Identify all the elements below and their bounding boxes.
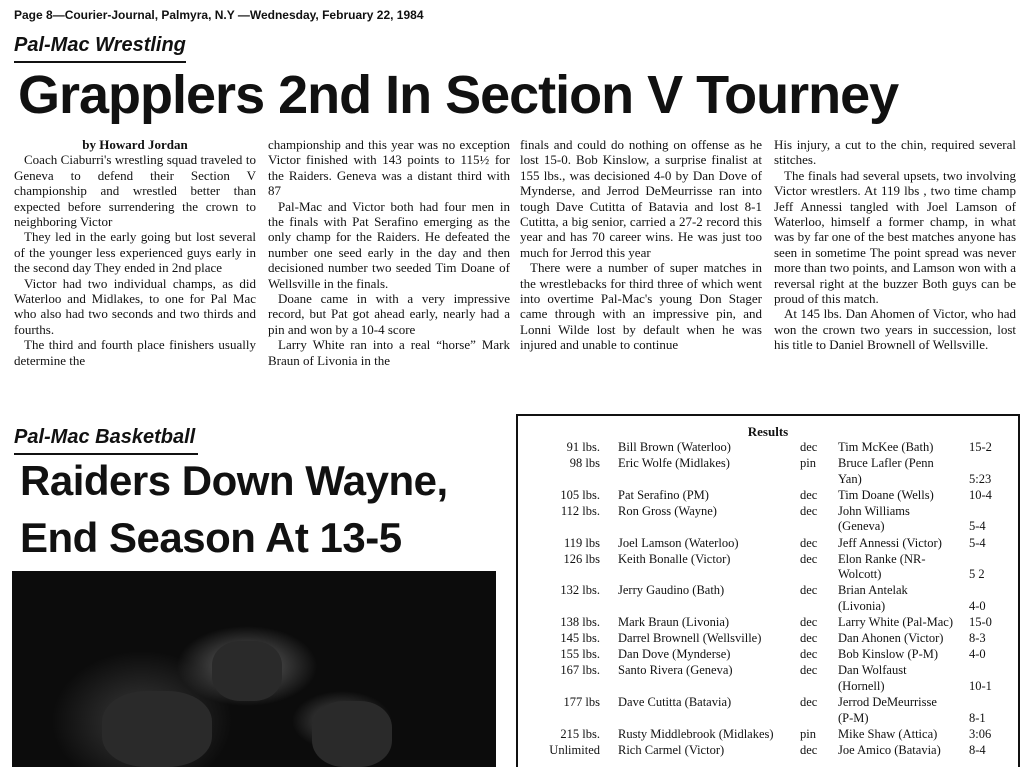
score-cell: 3:06 xyxy=(969,726,992,741)
weight-cell: 177 lbs xyxy=(563,695,600,710)
score-cell: 15-2 xyxy=(969,440,992,454)
loser-line: Larry White (Pal-Mac) xyxy=(838,615,953,630)
weight-cell: 167 lbs. xyxy=(560,663,600,678)
decision-cell: dec xyxy=(800,742,818,757)
loser-line: Brian Antelak xyxy=(838,583,908,598)
loser-cell xyxy=(838,440,933,456)
loser-line: Tim McKee (Bath) xyxy=(838,440,934,454)
page-header: Page 8—Courier-Journal, Palmyra, N.Y —Wednesday, February 22, 1984 xyxy=(14,8,424,22)
decision-cell: pin xyxy=(800,726,816,741)
article-column-2 xyxy=(268,137,510,368)
winner-cell: Joel Lamson (Waterloo) xyxy=(618,535,739,550)
score-cell: 10-4 xyxy=(969,487,992,502)
loser-cell xyxy=(838,552,925,583)
decision-cell: dec xyxy=(800,631,818,646)
winner-cell: Eric Wolfe (Midlakes) xyxy=(618,456,730,471)
score-cell: 15-0 xyxy=(969,615,992,630)
winner-cell: Rich Carmel (Victor) xyxy=(618,742,725,757)
decision-cell: dec xyxy=(800,695,818,710)
loser-cell xyxy=(838,583,908,614)
score-cell: 5-4 xyxy=(969,535,986,550)
winner-cell: Ron Gross (Wayne) xyxy=(618,503,717,518)
paragraph: They led in the early going but lost several of the younger less experienced guys early in the second day They ended in 2nd place xyxy=(14,229,256,276)
loser-cell xyxy=(838,727,937,743)
weight-cell: 126 lbs xyxy=(563,551,600,566)
loser-line: Wolcott) xyxy=(838,567,882,582)
loser-cell xyxy=(838,695,937,726)
weight-cell: 119 lbs xyxy=(564,535,600,550)
winner-cell: Darrel Brownell (Wellsville) xyxy=(618,631,762,646)
score-cell: 8-4 xyxy=(969,742,986,757)
weight-cell: 145 lbs. xyxy=(560,631,600,646)
loser-line: Jerrod DeMeurrisse xyxy=(838,695,937,710)
winner-cell: Mark Braun (Livonia) xyxy=(618,615,730,630)
loser-cell xyxy=(838,536,942,552)
loser-line: John Williams xyxy=(838,503,910,518)
weight-cell: 138 lbs. xyxy=(560,615,600,630)
decision-cell: dec xyxy=(800,647,818,662)
decision-cell: dec xyxy=(800,487,818,502)
loser-line: (Hornell) xyxy=(838,678,885,693)
winner-cell: Pat Serafino (PM) xyxy=(618,487,709,502)
loser-cell xyxy=(838,488,934,504)
paragraph: Victor had two individual champs, as did Waterloo and Midlakes, to one for Pal Mac who also had two seconds and two thirds and fourths. xyxy=(14,275,256,337)
loser-line: Mike Shaw (Attica) xyxy=(838,726,938,741)
basketball-section-kicker: Pal-Mac Basketball xyxy=(14,426,196,448)
wrestling-section-kicker: Pal-Mac Wrestling xyxy=(14,34,186,56)
weight-cell: 112 lbs. xyxy=(560,503,600,518)
loser-line: Bruce Lafler (Penn xyxy=(838,456,934,471)
score-cell: 5:23 xyxy=(969,471,992,486)
score-cell: 10-1 xyxy=(969,678,992,693)
score-cell: 4-0 xyxy=(969,647,986,662)
loser-line: Dan Wolfaust xyxy=(838,663,907,678)
decision-cell: dec xyxy=(800,583,818,598)
weight-cell: 91 lbs. xyxy=(566,440,600,454)
winner-cell: Rusty Middlebrook (Midlakes) xyxy=(618,726,774,741)
paragraph: His injury, a cut to the chin, required several stitches. xyxy=(774,137,1016,168)
paragraph: The third and fourth place finishers usually determine the xyxy=(14,337,256,368)
paragraph: At 145 lbs. Dan Ahomen of Victor, who had won the crown two years in succession, lost his title to Daniel Brownell of Wellsville. xyxy=(774,306,1016,353)
photo-figure xyxy=(312,701,392,767)
byline: by Howard Jordan xyxy=(82,137,188,152)
loser-cell xyxy=(838,647,938,663)
basketball-headline-line-2: End Season At 13-5 xyxy=(20,514,402,561)
loser-line: Joe Amico (Batavia) xyxy=(838,742,941,757)
article-column-3 xyxy=(520,137,762,353)
paragraph: Doane came in with a very impressive record, but Pat got ahead early, nearly had a pin and won by a 10-4 score xyxy=(268,291,510,337)
results-title: Results xyxy=(747,424,789,439)
winner-cell: Dave Cutitta (Batavia) xyxy=(618,695,732,710)
winner-cell: Dan Dove (Mynderse) xyxy=(618,647,731,662)
weight-cell: 105 lbs. xyxy=(560,487,600,502)
score-cell: 8-1 xyxy=(969,710,986,725)
decision-cell: dec xyxy=(800,535,818,550)
wrestling-headline: Grapplers 2nd In Section V Tourney xyxy=(18,65,899,125)
kicker-rule xyxy=(14,453,198,455)
photo-figure xyxy=(102,691,212,767)
basketball-photo xyxy=(12,571,496,767)
weight-cell: 132 lbs. xyxy=(560,583,600,598)
loser-line: (Geneva) xyxy=(838,519,885,534)
decision-cell: dec xyxy=(800,440,818,454)
winner-cell: Bill Brown (Waterloo) xyxy=(618,440,731,454)
winner-cell: Keith Bonalle (Victor) xyxy=(618,551,731,566)
paragraph: The finals had several upsets, two involving Victor wrestlers. At 119 lbs , two time champ Jeff Annessi tangled with Joel Lamson of Waterloo, himself a former champ, in what was by far one of the best matches anyone has seen in sometime The point spread was never more than two points, and Lamson won with a reversal right at the buzzer Both guys can be proud of this match. xyxy=(774,167,1016,307)
loser-cell xyxy=(838,631,943,647)
loser-cell xyxy=(838,663,907,694)
kicker-rule xyxy=(14,61,186,63)
weight-cell: 98 lbs xyxy=(569,456,600,471)
loser-line: Tim Doane (Wells) xyxy=(838,487,934,502)
basketball-headline-line-1: Raiders Down Wayne, xyxy=(20,457,448,504)
decision-cell: dec xyxy=(800,551,818,566)
loser-line: Dan Ahonen (Victor) xyxy=(838,631,944,646)
loser-line: Elon Ranke (NR- xyxy=(838,551,926,566)
loser-cell xyxy=(838,456,934,487)
paragraph: Pal-Mac and Victor both had four men in the finals with Pat Serafino emerging as the only champ for the Raiders. He defeated the number one seed early in the day and then decisioned number two seeded Tim Doane of Wellsville in the finals. xyxy=(268,198,510,291)
loser-line: (P-M) xyxy=(838,710,869,725)
score-cell: 8-3 xyxy=(969,631,986,646)
paragraph: Larry White ran into a real “horse” Mark Braun of Livonia in the xyxy=(268,337,510,368)
results-table xyxy=(516,414,1020,767)
article-column-4 xyxy=(774,137,1016,353)
paragraph: finals and could do nothing on offense as he lost 15-0. Bob Kinslow, a surprise finalist at 155 lbs., was decisioned 4-0 by Dan Dove of Mynderse, and Jerrod DeMeurrisse ran into tough Dave Cutitta of Batavia and lost 8-1 Cutitta, a big senior, carried a 27-2 record this year and has 70 career wins. He was just too much for Jerrod this year xyxy=(520,137,762,260)
loser-cell xyxy=(838,504,910,535)
photo-figure xyxy=(212,641,282,701)
weight-cell: 155 lbs. xyxy=(560,647,600,662)
loser-line: (Livonia) xyxy=(838,598,886,613)
decision-cell: pin xyxy=(800,456,816,471)
loser-line: Yan) xyxy=(838,471,862,486)
paragraph: There were a number of super matches in the wrestlebacks for third three of which went into overtime Pal-Mac's young Don Stager came through with an impressive pin, and Lonni Wilde lost by default when he was injured and unable to continue xyxy=(520,260,762,353)
weight-cell: 215 lbs. xyxy=(560,726,600,741)
loser-cell xyxy=(838,743,941,759)
score-cell: 5-4 xyxy=(969,519,986,534)
loser-cell xyxy=(838,615,953,631)
score-cell: 4-0 xyxy=(969,598,986,613)
weight-cell: Unlimited xyxy=(549,742,600,757)
winner-cell: Santo Rivera (Geneva) xyxy=(618,663,733,678)
score-cell: 5 2 xyxy=(969,567,985,582)
decision-cell: dec xyxy=(800,615,818,630)
decision-cell: dec xyxy=(800,503,818,518)
decision-cell: dec xyxy=(800,663,818,678)
winner-cell: Jerry Gaudino (Bath) xyxy=(618,583,725,598)
paragraph: Coach Ciaburri's wrestling squad traveled to Geneva to defend their Section V championship and wrestled better than expected before surrendering the crown to neighboring Victor xyxy=(14,152,256,230)
article-column-1 xyxy=(14,137,256,368)
loser-line: Bob Kinslow (P-M) xyxy=(838,647,939,662)
loser-line: Jeff Annessi (Victor) xyxy=(838,535,942,550)
paragraph: championship and this year was no exception Victor finished with 143 points to 115½ for the Raiders. Geneva was a distant third with 87 xyxy=(268,137,510,199)
